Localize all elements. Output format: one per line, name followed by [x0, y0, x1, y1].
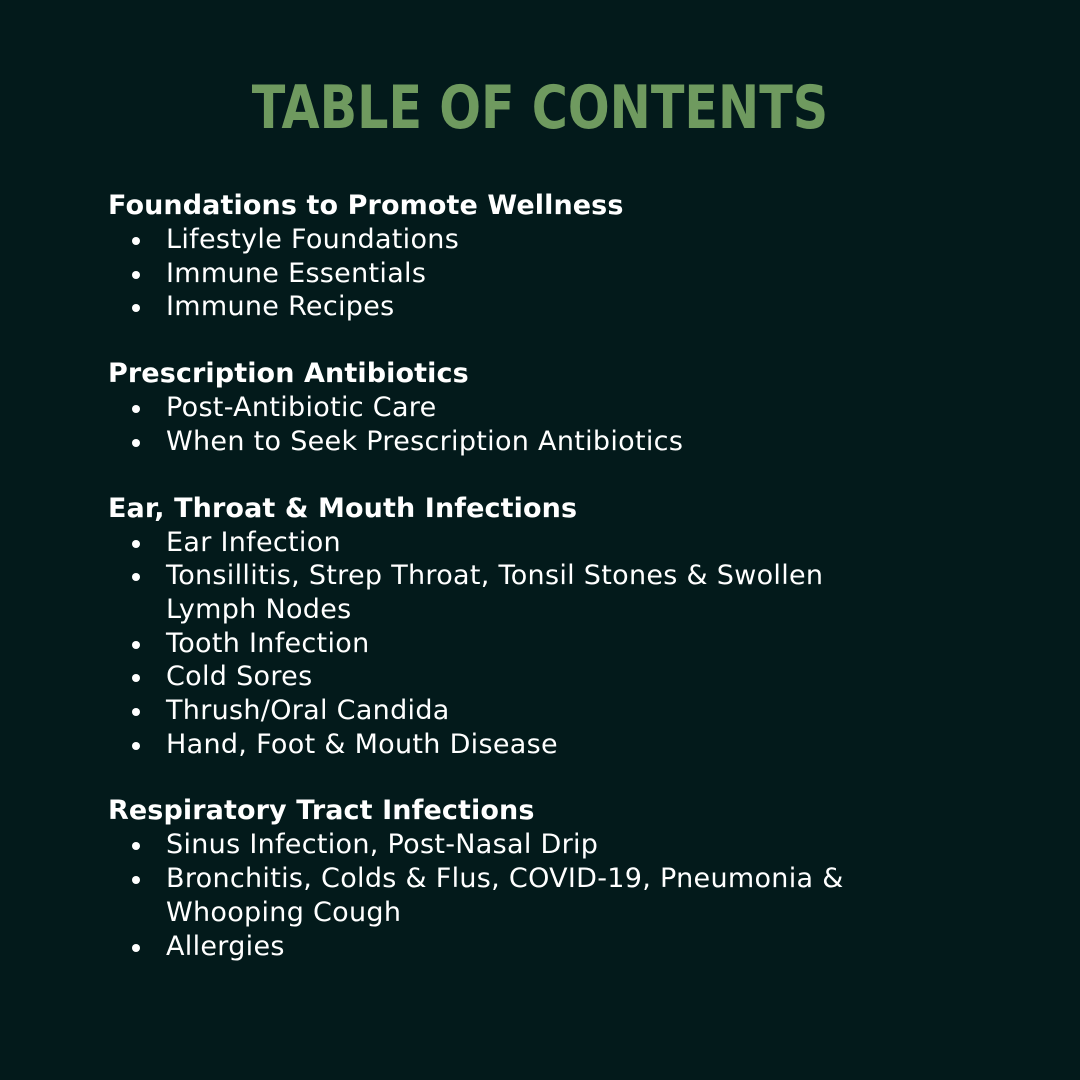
list-item-label: Sinus Infection, Post-Nasal Drip — [166, 829, 599, 861]
list-item — [108, 862, 968, 929]
list-item — [108, 223, 968, 257]
list-item — [108, 828, 968, 862]
bullet-icon — [132, 876, 140, 884]
section-items — [108, 391, 968, 458]
section-heading: Respiratory Tract Infections — [108, 795, 535, 827]
list-item-label: Post-Antibiotic Care — [166, 392, 437, 424]
list-item — [108, 660, 968, 694]
bullet-icon — [132, 573, 140, 581]
table-of-contents — [108, 189, 968, 996]
bullet-icon — [132, 540, 140, 548]
list-item-label: Thrush/Oral Candida — [166, 695, 450, 727]
list-item-label: Tonsillitis, Strep Throat, Tonsil Stones & Swollen Lymph Nodes — [166, 560, 824, 625]
section-heading: Foundations to Promote Wellness — [108, 190, 624, 221]
section-items — [108, 828, 968, 963]
bullet-icon — [132, 271, 140, 279]
list-item-label: Lifestyle Foundations — [166, 224, 460, 255]
bullet-icon — [132, 842, 140, 850]
list-item-label: Allergies — [166, 930, 285, 962]
list-item-label: Bronchitis, Colds & Flus, COVID-19, Pneumonia & Whooping Cough — [166, 863, 844, 928]
list-item — [108, 257, 968, 291]
page-title: TABLE OF CONTENTS — [251, 73, 829, 143]
bullet-icon — [132, 405, 140, 413]
toc-section — [108, 357, 968, 458]
list-item-label: Immune Recipes — [166, 291, 395, 323]
list-item-label: Ear Infection — [166, 526, 341, 558]
bullet-icon — [132, 237, 140, 245]
list-item — [108, 559, 968, 626]
bullet-icon — [132, 674, 140, 682]
bullet-icon — [132, 742, 140, 750]
section-heading: Ear, Throat & Mouth Infections — [108, 492, 578, 524]
list-item — [108, 526, 968, 560]
list-item-label: When to Seek Prescription Antibiotics — [166, 425, 684, 457]
list-item — [108, 425, 968, 459]
list-item — [108, 930, 968, 964]
section-heading: Prescription Antibiotics — [108, 358, 469, 390]
list-item — [108, 728, 968, 762]
section-items — [108, 223, 968, 324]
list-item — [108, 290, 968, 324]
toc-section — [108, 794, 968, 963]
toc-section — [108, 492, 968, 762]
toc-section — [108, 189, 968, 324]
list-item — [108, 627, 968, 661]
section-items — [108, 526, 968, 762]
bullet-icon — [132, 641, 140, 649]
list-item-label: Tooth Infection — [166, 627, 370, 659]
bullet-icon — [132, 708, 140, 716]
list-item-label: Hand, Foot & Mouth Disease — [166, 728, 558, 760]
list-item-label: Immune Essentials — [166, 257, 427, 289]
bullet-icon — [132, 944, 140, 952]
bullet-icon — [132, 439, 140, 447]
bullet-icon — [132, 304, 140, 312]
list-item — [108, 694, 968, 728]
list-item — [108, 391, 968, 425]
list-item-label: Cold Sores — [166, 661, 313, 693]
